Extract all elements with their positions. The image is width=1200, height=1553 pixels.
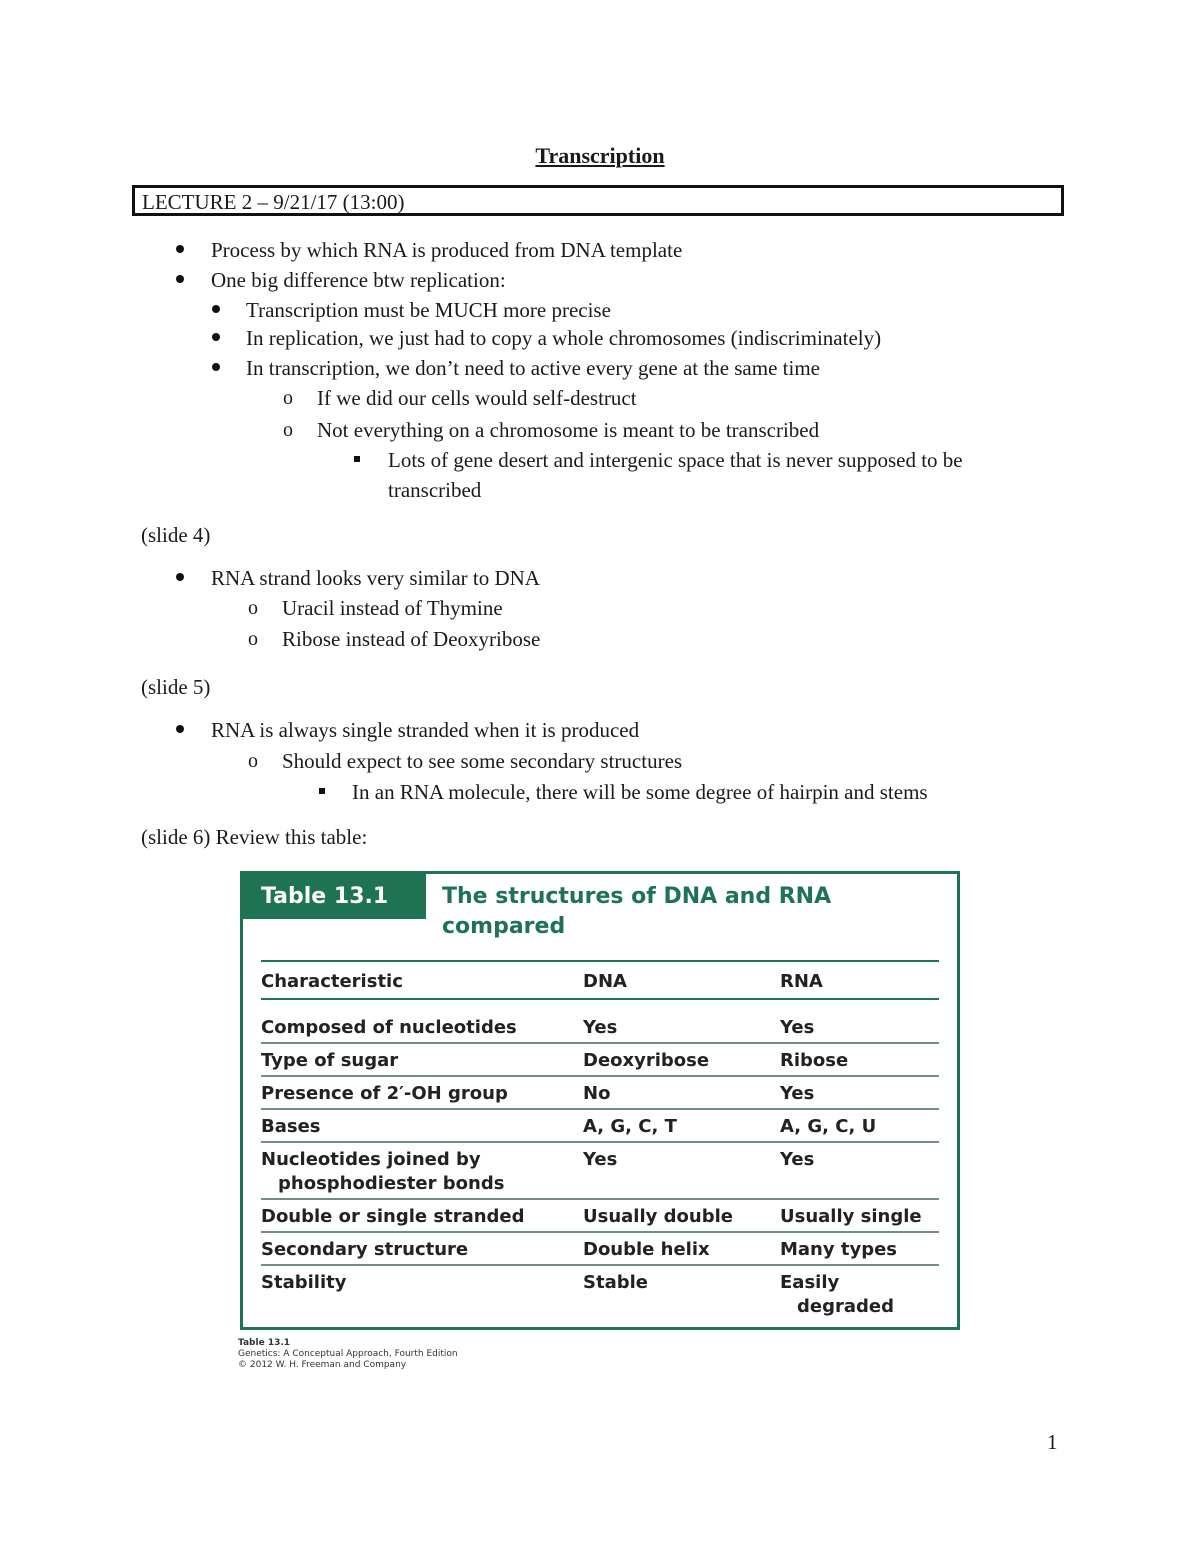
bullet-circle: o: [248, 597, 258, 619]
bullet-square: [354, 448, 360, 472]
row-rna: Easily: [780, 1272, 840, 1293]
note-line: Lots of gene desert and intergenic space that is never supposed to be: [388, 448, 963, 472]
row-dna: No: [583, 1083, 611, 1104]
note-line: Should expect to see some secondary structures: [282, 749, 683, 773]
row-rna: Yes: [780, 1083, 815, 1104]
table-credit: [238, 1338, 458, 1371]
bullet-disc: [212, 326, 220, 350]
bullet-disc: [176, 238, 184, 262]
table-rule: [261, 1141, 939, 1143]
column-header: RNA: [780, 971, 823, 992]
table-rule: [261, 1198, 939, 1200]
note-line: Ribose instead of Deoxyribose: [282, 627, 541, 651]
slide-label: (slide 4): [141, 523, 211, 547]
row-rna: A, G, C, U: [780, 1116, 877, 1137]
note-line: transcribed: [388, 478, 482, 502]
row-characteristic: Bases: [261, 1116, 321, 1137]
table-rule: [261, 998, 939, 1000]
credit-line: Table 13.1: [238, 1338, 291, 1348]
row-rna: Usually single: [780, 1206, 922, 1227]
table-rule: [261, 960, 939, 962]
row-rna: Yes: [780, 1149, 815, 1170]
table-rule: [261, 1264, 939, 1266]
row-rna: Yes: [780, 1017, 815, 1038]
bullet-circle: o: [283, 387, 293, 409]
row-rna-cont: degraded: [797, 1296, 894, 1317]
row-characteristic-cont: phosphodiester bonds: [278, 1173, 505, 1194]
row-characteristic: Nucleotides joined by: [261, 1149, 481, 1170]
credit-line: © 2012 W. H. Freeman and Company: [238, 1360, 407, 1370]
note-line: One big difference btw replication:: [211, 268, 506, 292]
credit-line: Genetics: A Conceptual Approach, Fourth Edition: [238, 1349, 458, 1359]
row-dna: Stable: [583, 1272, 648, 1293]
bullet-disc: [176, 268, 184, 292]
column-header: DNA: [583, 971, 627, 992]
bullet-disc: [176, 718, 184, 742]
row-rna: Many types: [780, 1239, 898, 1260]
row-dna: Yes: [583, 1017, 618, 1038]
row-rna: Ribose: [780, 1050, 849, 1071]
row-characteristic: Double or single stranded: [261, 1206, 525, 1227]
bullet-disc: [212, 356, 220, 380]
bullet-square: [319, 780, 325, 804]
note-line: Process by which RNA is produced from DNA template: [211, 238, 683, 262]
note-line: Uracil instead of Thymine: [282, 596, 503, 620]
note-line: In transcription, we don’t need to active every gene at the same time: [246, 356, 820, 380]
row-characteristic: Presence of 2′-OH group: [261, 1083, 508, 1104]
row-characteristic: Stability: [261, 1272, 347, 1293]
row-characteristic: Composed of nucleotides: [261, 1017, 517, 1038]
row-dna: Deoxyribose: [583, 1050, 710, 1071]
lecture-header-box: LECTURE 2 – 9/21/17 (13:00): [132, 185, 1064, 216]
row-dna: Double helix: [583, 1239, 710, 1260]
bullet-disc: [176, 566, 184, 590]
row-characteristic: Type of sugar: [261, 1050, 399, 1071]
row-characteristic: Secondary structure: [261, 1239, 469, 1260]
bullet-circle: o: [248, 628, 258, 650]
table-rule: [261, 1075, 939, 1077]
page-title: Transcription: [535, 143, 665, 168]
row-dna: Yes: [583, 1149, 618, 1170]
note-line: In replication, we just had to copy a whole chromosomes (indiscriminately): [246, 326, 882, 350]
row-dna: A, G, C, T: [583, 1116, 677, 1137]
comparison-table-figure: [240, 871, 960, 1330]
note-line: RNA is always single stranded when it is produced: [211, 718, 640, 742]
table-rule: [261, 1108, 939, 1110]
row-dna: Usually double: [583, 1206, 733, 1227]
bullet-disc: [212, 298, 220, 322]
table-number-tag: Table 13.1: [243, 874, 426, 919]
table-rule: [261, 1231, 939, 1233]
table-heading: The structures of DNA and RNA compared: [442, 884, 832, 939]
column-header: Characteristic: [261, 971, 403, 992]
slide-label: (slide 5): [141, 675, 211, 699]
note-line: In an RNA molecule, there will be some degree of hairpin and stems: [352, 780, 928, 804]
note-line: If we did our cells would self-destruct: [317, 386, 637, 410]
table-rule: [261, 1042, 939, 1044]
note-line: RNA strand looks very similar to DNA: [211, 566, 540, 590]
bullet-circle: o: [283, 419, 293, 441]
bullet-circle: o: [248, 750, 258, 772]
slide-label: (slide 6) Review this table:: [141, 825, 368, 849]
note-line: Not everything on a chromosome is meant to be transcribed: [317, 418, 820, 442]
page-number: 1: [1047, 1430, 1058, 1454]
note-line: Transcription must be MUCH more precise: [246, 298, 611, 322]
